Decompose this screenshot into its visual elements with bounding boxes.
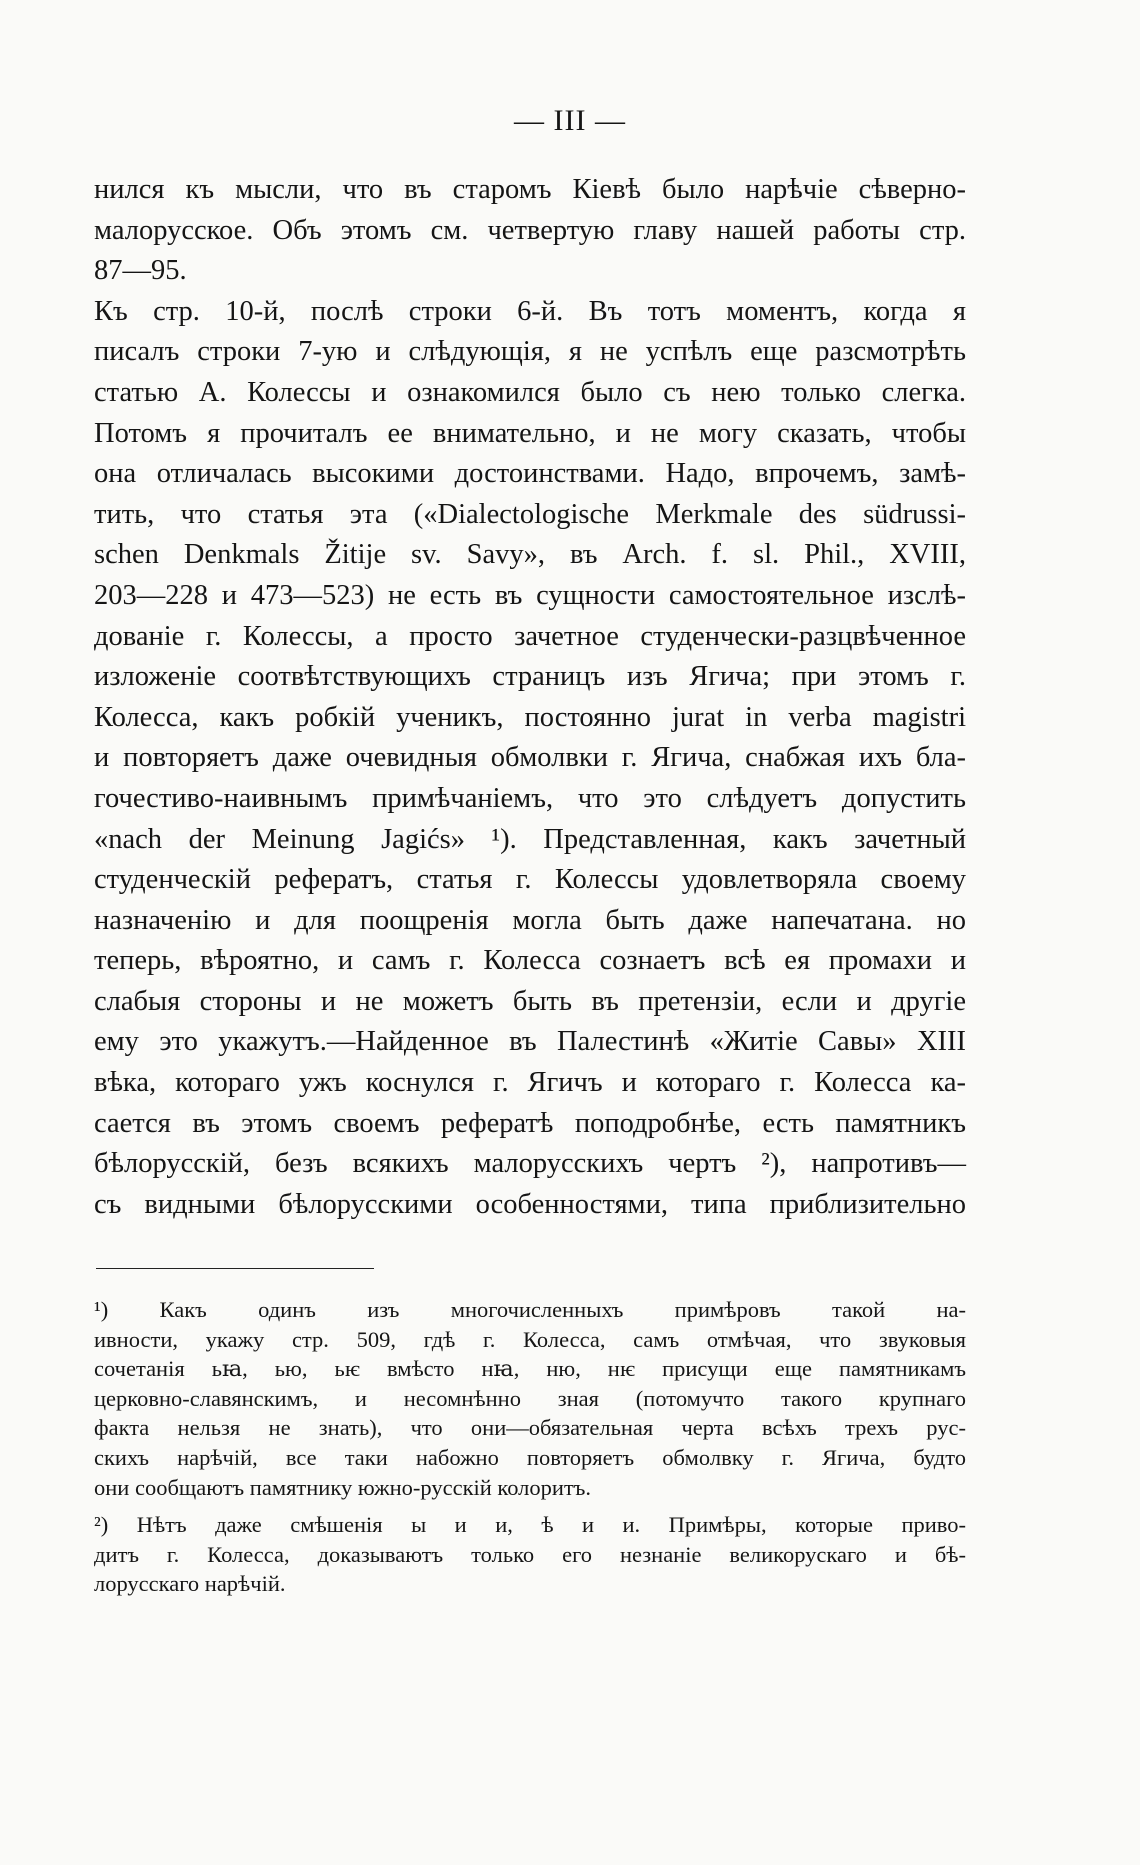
footnote-line: факта нельзя не знать), что они—обязательная черта всѣхъ трехъ рус- [94, 1415, 966, 1441]
text-line: студенческій рефератъ, статья г. Колессы удовлетворяла своему [94, 864, 966, 896]
text-line: schen Denkmals Žitije sv. Savy», въ Arch. f. sl. Phil., XVIII, [94, 539, 966, 571]
footnote-gap [94, 1502, 966, 1510]
footnote-line: церковно-славянскимъ, и несомнѣнно зная (потомучто такого крупнаго [94, 1385, 966, 1411]
text-line: 203—228 и 473—523) не есть въ сущности самостоятельное изслѣ- [94, 579, 966, 611]
text-line: 87—95. [94, 255, 187, 287]
main-text [94, 170, 966, 1225]
text-line: нился къ мысли, что въ старомъ Кіевѣ было нарѣчіе сѣверно- [94, 174, 966, 205]
text-line: гочестиво-наивнымъ примѣчаніемъ, что это слѣдуетъ допустить [94, 782, 966, 814]
footnote-line: они сообщаютъ памятнику южно-русскій колоритъ. [94, 1474, 592, 1500]
footnote-line: ивности, укажу стр. 509, гдѣ г. Колесса, самъ отмѣчая, что звуковыя [94, 1326, 966, 1352]
footnote-line: скихъ нарѣчій, все таки набожно повторяетъ обмолвку г. Ягича, будто [94, 1444, 966, 1470]
text-line: малорусское. Объ этомъ см. четвертую главу нашей работы стр. [94, 214, 966, 246]
footnote-line: ¹) Какъ одинъ изъ многочисленныхъ примѣровъ такой на- [94, 1297, 966, 1322]
text-line: писалъ строки 7-ую и слѣдующія, я не успѣлъ еще разсмотрѣть [94, 336, 966, 368]
text-line: Колесса, какъ робкій ученикъ, постоянно jurat in verba magistri [94, 701, 966, 733]
footnote-line: ²) Нѣтъ даже смѣшенія ы и и, ѣ и и. Примѣры, которые приво- [94, 1512, 966, 1538]
text-line: назначенію и для поощренія могла быть даже напечатана. но [94, 904, 966, 936]
footnotes [94, 1295, 966, 1599]
text-line: она отличалась высокими достоинствами. Надо, впрочемъ, замѣ- [94, 458, 966, 490]
footnote-line: лорусскаго нарѣчій. [94, 1571, 286, 1597]
text-line: Потомъ я прочиталъ ее внимательно, и не могу сказать, чтобы [94, 417, 966, 449]
text-line: Къ стр. 10-й, послѣ строки 6-й. Въ тотъ моментъ, когда я [94, 295, 966, 327]
footnote-line: дитъ г. Колесса, доказываютъ только его незнаніе великорускаго и бѣ- [94, 1541, 966, 1567]
text-line: теперь, вѣроятно, и самъ г. Колесса сознаетъ всѣ ея промахи и [94, 945, 966, 977]
text-line: съ видными бѣлорусскими особенностями, типа приблизительно [94, 1188, 966, 1220]
text-line: и повторяетъ даже очевидныя обмолвки г. Ягича, снабжая ихъ бла- [94, 742, 966, 774]
text-line: сается въ этомъ своемъ рефератѣ поподробнѣе, есть памятникъ [94, 1107, 966, 1139]
text-line: тить, что статья эта («Dialectologische Merkmale des südrussi- [94, 498, 966, 530]
text-line: ему это укажутъ.—Найденное въ Палестинѣ «Житіе Савы» XIII [94, 1026, 966, 1058]
footnote-line: сочетанія ьꙗ, ью, ьѥ вмѣсто нꙗ, ню, нѥ присущи еще памятникамъ [94, 1356, 966, 1382]
page-number: — III — [514, 104, 626, 137]
text-line: бѣлорусскій, безъ всякихъ малорусскихъ чертъ ²), напротивъ— [94, 1148, 966, 1180]
text-line: дованіе г. Колессы, а просто зачетное студенчески-разцвѣченное [94, 620, 966, 652]
text-line: вѣка, котораго ужъ коснулся г. Ягичъ и котораго г. Колесса ка- [94, 1067, 966, 1099]
footnote-separator [96, 1268, 374, 1269]
text-line: слабыя стороны и не можетъ быть въ претензіи, если и другіе [94, 985, 966, 1017]
text-line: изложеніе соотвѣтствующихъ страницъ изъ Ягича; при этомъ г. [94, 661, 966, 693]
text-line: статью А. Колессы и ознакомился было съ нею только слегка. [94, 376, 966, 408]
text-line: «nach der Meinung Jagićs» ¹). Представленная, какъ зачетный [94, 823, 966, 855]
